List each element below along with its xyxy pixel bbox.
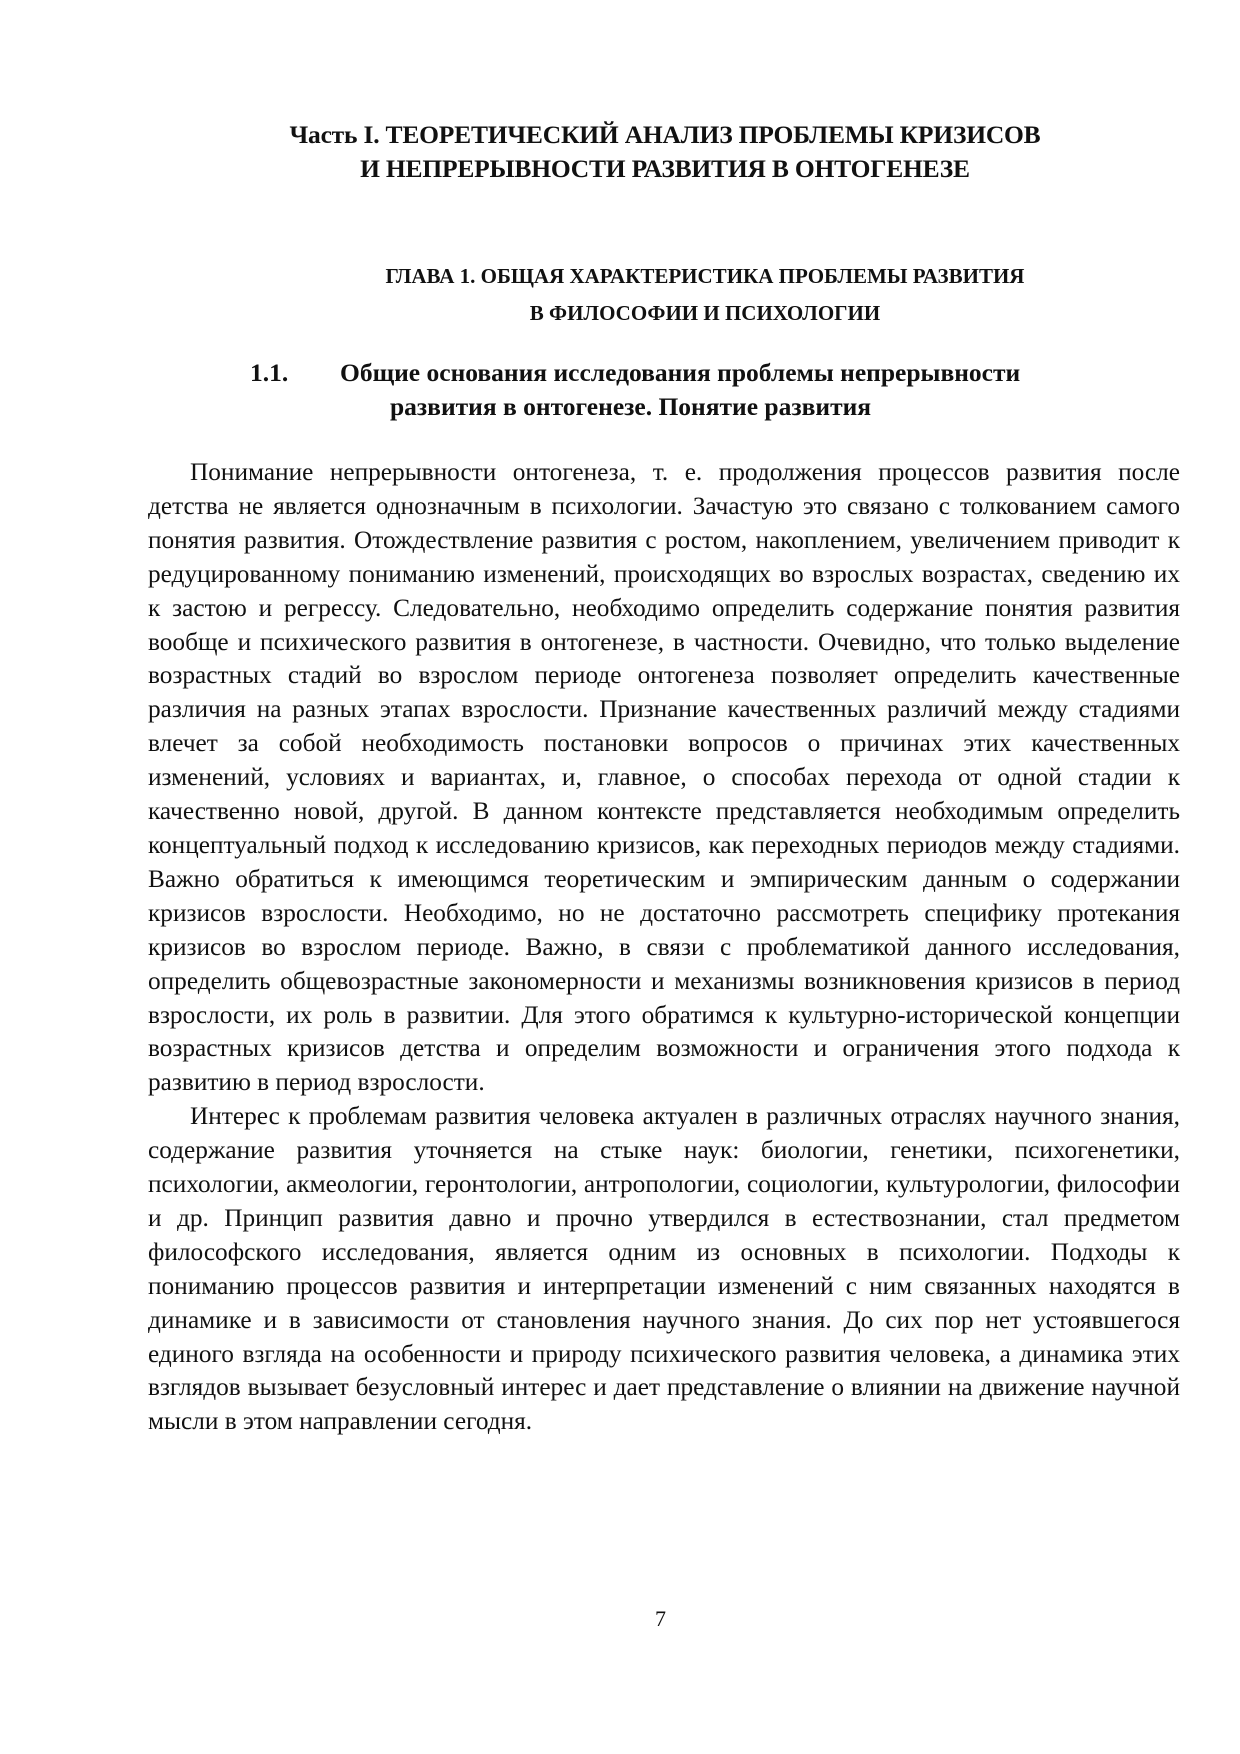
chapter-title-line-2: В ФИЛОСОФИИ И ПСИХОЛОГИИ [529,301,881,325]
part-title-line-2: И НЕПРЕРЫВНОСТИ РАЗВИТИЯ В ОНТОГЕНЕЗЕ [360,154,970,183]
body-text [148,456,1180,1439]
section-title-line-1: Общие основания исследования проблемы непрерывности [340,358,1021,387]
section-number: 1.1. [250,358,289,387]
chapter-title [230,258,1180,332]
paragraph: Интерес к проблемам развития человека актуален в различных отраслях научного знания, содержание развития уточняется на стыке наук: биологии, генетики, психогенетики, психологии, акмеологии, геронтологии, антропологии, социологии, культурологии, философии и др. Принцип развития давно и прочно утвердился в естествознании, стал предметом философского исследования, является одним из основных в психологии. Подходы к пониманию процессов развития и интерпретации изменений с ним связанных находятся в динамике и в зависимости от становления научного знания. До сих пор нет устоявшегося единого взгляда на особенности и природу психического развития человека, а динамика этих взглядов вызывает безусловный интерес и дает представление о влиянии на движение научной мысли в этом направлении сегодня. [148,1102,1180,1436]
part-title [150,118,1180,186]
paragraph: Понимание непрерывности онтогенеза, т. е. продолжения процессов развития после детства не является однозначным в психологии. Зачастую это связано с толкованием самого понятия развития. Отождествление развития с ростом, накоплением, увеличением приводит к редуцированному пониманию изменений, происходящих во взрослых возрастах, сведению их к застою и регрессу. Следовательно, необходимо определить содержание понятия развития вообще и психического развития в онтогенезе, в частности. Очевидно, что только выделение возрастных стадий во взрослом периоде онтогенеза позволяет определить качественные различия на разных этапах взрослости. Признание качественных различий между стадиями влечет за собой необходимость постановки вопросов о причинах этих качественных изменений, условиях и вариантах, и, главное, о способах перехода от одной стадии к качественно новой, другой. В данном контексте представляется необходимым определить концептуальный подход к исследованию кризисов, как переходных периодов между стадиями. Важно обратиться к имеющимся теоретическим и эмпирическим данным о содержании кризисов взрослости. Необходимо, но не достаточно рассмотреть специфику протекания кризисов во взрослом периоде. Важно, в связи с проблематикой данного исследования, определить общевозрастные закономерности и механизмы возникновения кризисов в период взрослости, их роль в развитии. Для этого обратимся к культурно-исторической концепции возрастных кризисов детства и определим возможности и ограничения этого подхода к развитию в период взрослости. [148,458,1180,1097]
chapter-title-line-1: ГЛАВА 1. ОБЩАЯ ХАРАКТЕРИСТИКА ПРОБЛЕМЫ РАЗВИТИЯ [385,264,1025,288]
page-number: 7 [655,1606,666,1631]
part-title-line-1: Часть I. ТЕОРЕТИЧЕСКИЙ АНАЛИЗ ПРОБЛЕМЫ КРИЗИСОВ [289,120,1041,149]
section-title-line-2: развития в онтогенезе. Понятие развития [390,392,872,421]
